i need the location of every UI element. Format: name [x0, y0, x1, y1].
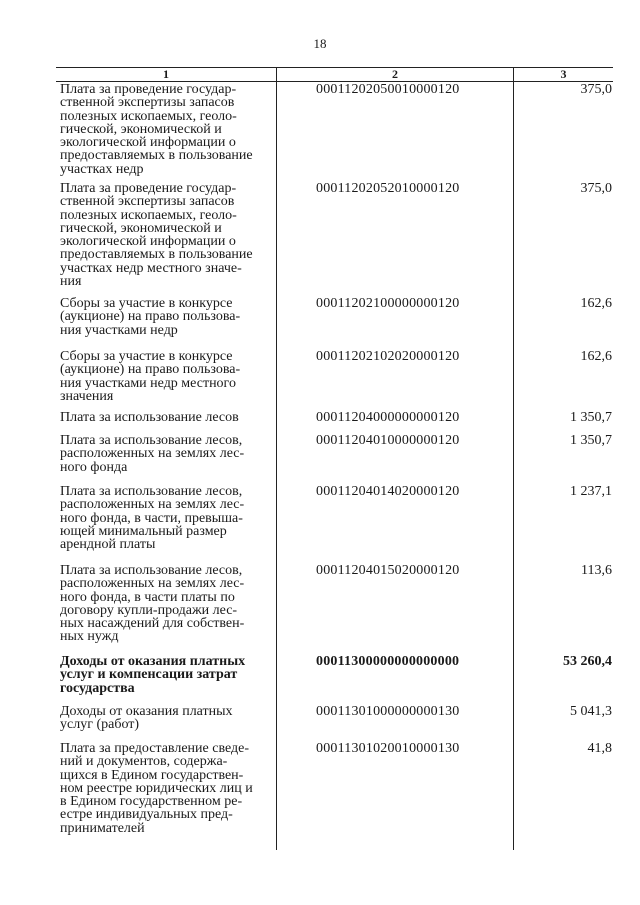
row-name-line: Плата за проведение государ- — [60, 181, 237, 196]
row-name-line: ных насаждений для собствен- — [60, 616, 245, 632]
row-name-line: (аукционе) на право пользова- — [60, 362, 241, 378]
row-name-line: расположенных на землях лес- — [60, 576, 245, 592]
row-name-line: Доходы от оказания платных — [60, 654, 246, 669]
row-name-line: естре индивидуальных пред- — [60, 807, 233, 823]
row-code: 00011204010000000120 — [316, 433, 460, 448]
row-name — [60, 564, 272, 644]
row-name-line: полезных ископаемых, геоло- — [60, 108, 237, 124]
row-code: 00011204015020000120 — [316, 563, 460, 578]
row-amount: 375,0 — [580, 82, 612, 97]
row-amount: 41,8 — [587, 741, 612, 756]
page-number: 18 — [313, 36, 327, 51]
row-name-line: Плата за использование лесов — [60, 410, 239, 425]
row-name-line: услуг и компенсации затрат — [60, 667, 238, 683]
row-name-line: экологической информации о — [60, 135, 236, 151]
row-code: 00011202102020000120 — [316, 349, 460, 364]
row-name-line: ния участками недр — [60, 322, 178, 338]
row-name-line: Сборы за участие в конкурсе — [60, 296, 233, 311]
row-amount: 162,6 — [580, 296, 612, 311]
row-amount: 113,6 — [581, 563, 612, 578]
column-divider-2 — [513, 67, 514, 850]
row-name-line: ющей минимальный размер — [60, 523, 227, 539]
row-name-line: ного фонда, в части, превыша- — [60, 510, 243, 526]
revenue-table — [56, 67, 613, 850]
row-name — [60, 350, 272, 403]
row-name-line: ственной экспертизы запасов — [60, 95, 235, 111]
row-code: 00011301020010000130 — [316, 741, 460, 756]
row-name-line: участках недр — [60, 161, 144, 177]
row-amount: 53 260,4 — [563, 654, 612, 669]
row-name-line: гической, экономической и — [60, 220, 222, 236]
row-name-line: Плата за предоставление сведе- — [60, 741, 249, 756]
row-name-line: экологической информации о — [60, 234, 236, 250]
row-name — [60, 83, 272, 176]
row-amount: 1 350,7 — [570, 410, 612, 425]
row-amount: 1 237,1 — [570, 484, 612, 499]
row-name-line: ном реестре юридических лиц и — [60, 780, 253, 796]
row-amount: 375,0 — [580, 181, 612, 196]
row-name-line: (аукционе) на право пользова- — [60, 309, 241, 325]
column-divider-1 — [276, 67, 277, 850]
row-name — [60, 655, 272, 695]
row-name-line: предоставляемых в пользование — [60, 247, 253, 263]
row-name — [60, 742, 272, 835]
row-name-line: значения — [60, 388, 114, 404]
row-name-line: ний и документов, содержа- — [60, 754, 228, 770]
row-name-line: щихся в Едином государствен- — [60, 767, 244, 783]
row-name-line: гической, экономической и — [60, 121, 222, 137]
row-name-line: предоставляемых в пользование — [60, 148, 253, 164]
row-name-line: Плата за использование лесов, — [60, 484, 243, 499]
row-name-line: принимателей — [60, 820, 145, 836]
row-name-line: расположенных на землях лес- — [60, 497, 245, 513]
row-name-line: государства — [60, 680, 135, 696]
row-code: 00011301000000000130 — [316, 704, 460, 719]
row-name-line: ственной экспертизы запасов — [60, 194, 235, 210]
row-name-line: ного фонда, в части платы по — [60, 589, 235, 605]
row-name-line: участках недр местного значе- — [60, 260, 242, 276]
row-name-line: услуг (работ) — [60, 717, 140, 733]
row-name-line: Сборы за участие в конкурсе — [60, 349, 233, 364]
row-name — [60, 485, 272, 551]
row-code: 00011300000000000000 — [316, 654, 460, 669]
row-name — [60, 297, 272, 337]
row-name-line: Плата за использование лесов, — [60, 433, 243, 448]
row-name-line: в Едином государственном ре- — [60, 794, 243, 810]
row-name-line: Плата за использование лесов, — [60, 563, 243, 578]
row-name-line: ного фонда — [60, 459, 128, 475]
column-header-2: 2 — [392, 67, 398, 81]
row-name-line: Доходы от оказания платных — [60, 704, 233, 719]
row-name-line: арендной платы — [60, 537, 156, 553]
row-name-line: ных нужд — [60, 629, 119, 645]
row-name-line: Плата за проведение государ- — [60, 82, 237, 97]
row-name — [60, 411, 272, 424]
row-code: 00011202052010000120 — [316, 181, 460, 196]
row-name-line: расположенных на землях лес- — [60, 446, 245, 462]
column-header-3: 3 — [560, 67, 567, 81]
row-name-line: договору купли-продажи лес- — [60, 602, 238, 618]
row-name — [60, 182, 272, 288]
row-amount: 1 350,7 — [570, 433, 612, 448]
column-header-1: 1 — [163, 67, 169, 81]
row-name — [60, 705, 272, 732]
row-amount: 5 041,3 — [570, 704, 612, 719]
row-code: 00011202100000000120 — [316, 296, 460, 311]
row-name-line: ния — [60, 274, 82, 290]
row-code: 00011202050010000120 — [316, 82, 460, 97]
row-amount: 162,6 — [580, 349, 612, 364]
row-code: 00011204000000000120 — [316, 410, 460, 425]
row-name-line: ния участками недр местного — [60, 375, 236, 391]
row-name-line: полезных ископаемых, геоло- — [60, 207, 237, 223]
row-code: 00011204014020000120 — [316, 484, 460, 499]
row-name — [60, 434, 272, 474]
